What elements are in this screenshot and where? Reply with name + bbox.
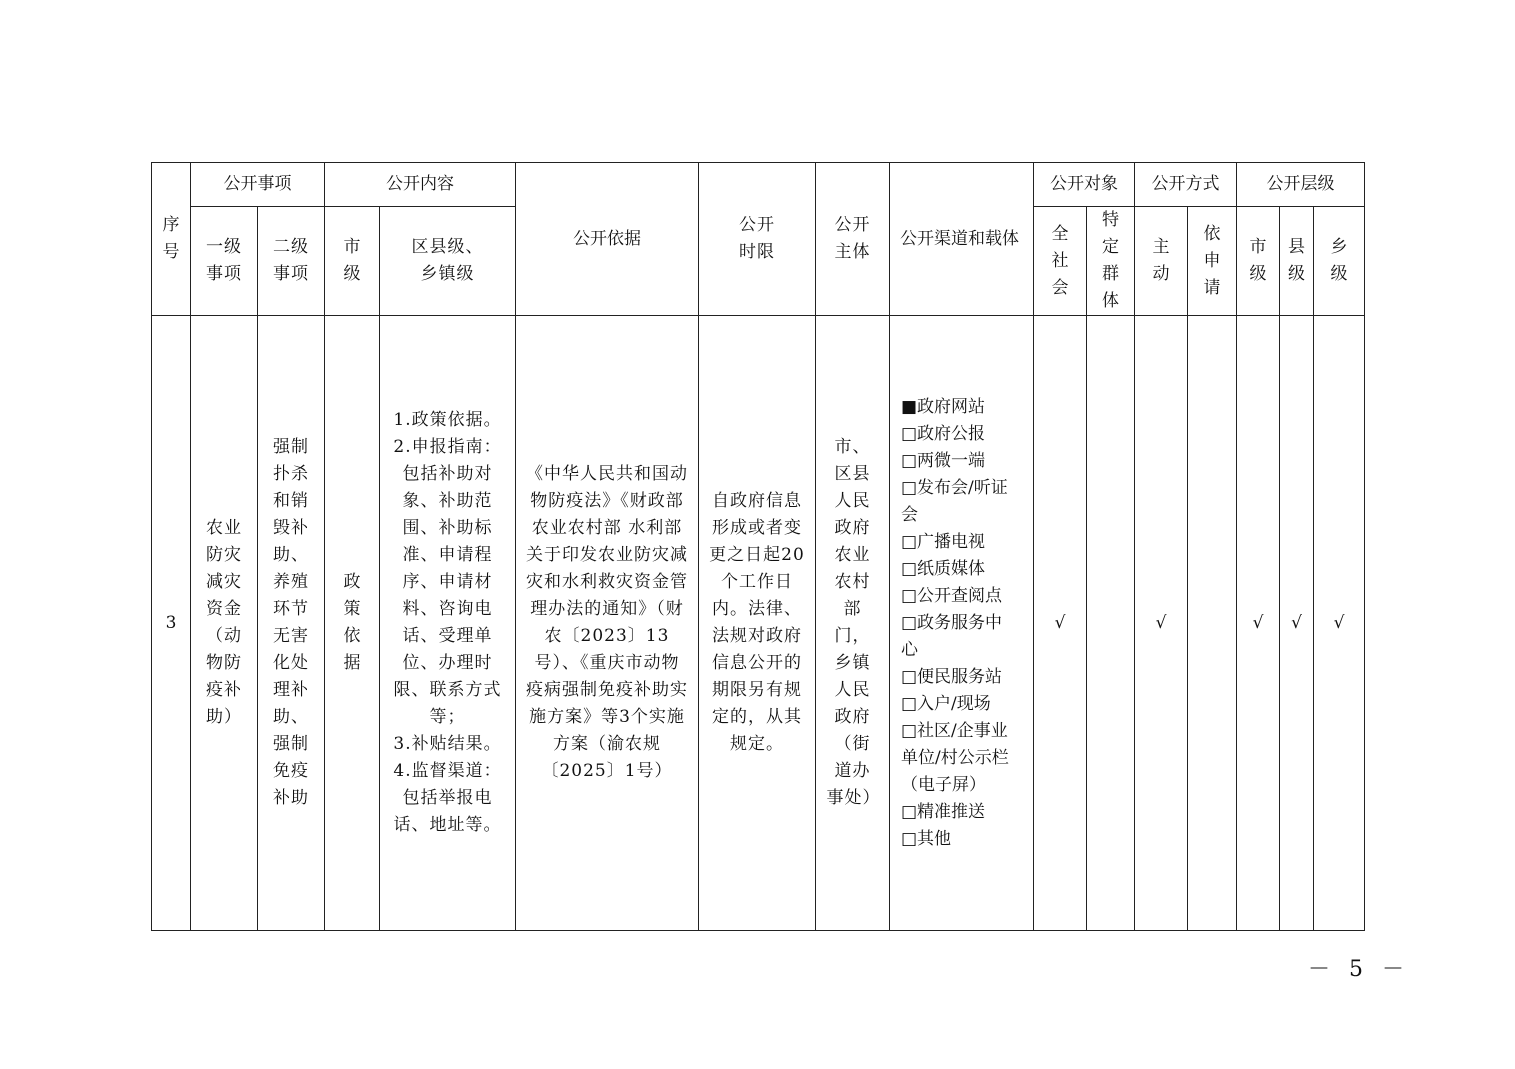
channel-item: □广播电视	[901, 531, 986, 552]
district-item: 3.补贴结果。	[393, 734, 502, 754]
check-lv-town: √	[1314, 316, 1365, 931]
header-object-group: 公开对象	[1034, 163, 1135, 207]
header-method-group: 公开方式	[1135, 163, 1237, 207]
header-whole-society: 全社会	[1034, 207, 1087, 316]
cell-level1: 农业防灾减灾资金（动物防疫补助）	[191, 316, 258, 931]
district-item: 1.政策依据。	[393, 410, 502, 430]
check-on-request	[1188, 316, 1237, 931]
district-item: 2.申报指南：包括补助对象、补助范围、补助标准、申请程序、申请材料、咨询电话、受理单位、办理时限、联系方式等；	[393, 437, 502, 727]
disclosure-table	[151, 162, 1365, 931]
channel-item: □精准推送	[901, 801, 986, 822]
cell-level2: 强制扑杀和销毁补助、养殖环节无害化处理补助、强制免疫补助	[258, 316, 325, 931]
header-on-request: 依申请	[1188, 207, 1237, 316]
channel-item: □公开查阅点	[901, 585, 1003, 606]
header-seq: 序号	[152, 163, 191, 316]
header-district: 区县级、乡镇级	[380, 207, 516, 316]
check-active: √	[1135, 316, 1188, 931]
check-lv-county: √	[1280, 316, 1314, 931]
check-specific-group	[1087, 316, 1135, 931]
header-level2: 二级事项	[258, 207, 325, 316]
cell-subject: 市、区县人民政府农业农村部门，乡镇人民政府（街道办事处）	[816, 316, 890, 931]
header-channel: 公开渠道和载体	[890, 163, 1034, 316]
cell-basis: 《中华人民共和国动物防疫法》《财政部 农业农村部 水利部关于印发农业防灾减灾和水利救灾资金管理办法的通知》（财农〔2023〕13号）、《重庆市动物疫病强制免疫补助实施方案》等3个实施方案（渝农规〔2025〕1号）	[516, 316, 699, 931]
header-active: 主动	[1135, 207, 1188, 316]
channel-item: □社区/企事业单位/村公示栏（电子屏）	[901, 720, 1009, 795]
cell-time-limit: 自政府信息形成或者变更之日起20个工作日内。法律、法规对政府信息公开的期限另有规定的，从其规定。	[699, 316, 816, 931]
header-lv-town: 乡级	[1314, 207, 1365, 316]
channel-item: □发布会/听证会	[901, 477, 1008, 525]
header-content-group: 公开内容	[325, 163, 516, 207]
channel-item: □入户/现场	[901, 693, 991, 714]
cell-channels	[890, 316, 1034, 931]
header-time-limit: 公开时限	[699, 163, 816, 316]
cell-seq: 3	[152, 316, 191, 931]
header-city: 市级	[325, 207, 380, 316]
header-basis: 公开依据	[516, 163, 699, 316]
cell-city-content: 政策依据	[325, 316, 380, 931]
district-item: 4.监督渠道：包括举报电话、地址等。	[393, 761, 502, 835]
table-row	[152, 316, 1365, 931]
header-level1: 一级事项	[191, 207, 258, 316]
header-subject: 公开主体	[816, 163, 890, 316]
channel-item: □便民服务站	[901, 666, 1003, 687]
channel-item: □其他	[901, 828, 952, 849]
channel-item: □政府公报	[901, 423, 986, 444]
header-lv-city: 市级	[1237, 207, 1280, 316]
header-level-group: 公开层级	[1237, 163, 1365, 207]
channel-item: □政务服务中心	[901, 612, 1003, 660]
channel-item: □两微一端	[901, 450, 986, 471]
header-matter-group: 公开事项	[191, 163, 325, 207]
check-whole-society: √	[1034, 316, 1087, 931]
channel-item: □纸质媒体	[901, 558, 986, 579]
channel-item: ■政府网站	[901, 396, 986, 417]
page-number: － 5 －	[1308, 957, 1410, 982]
check-lv-city: √	[1237, 316, 1280, 931]
cell-district-content	[380, 316, 516, 931]
header-lv-county: 县级	[1280, 207, 1314, 316]
header-specific-group: 特定群体	[1087, 207, 1135, 316]
